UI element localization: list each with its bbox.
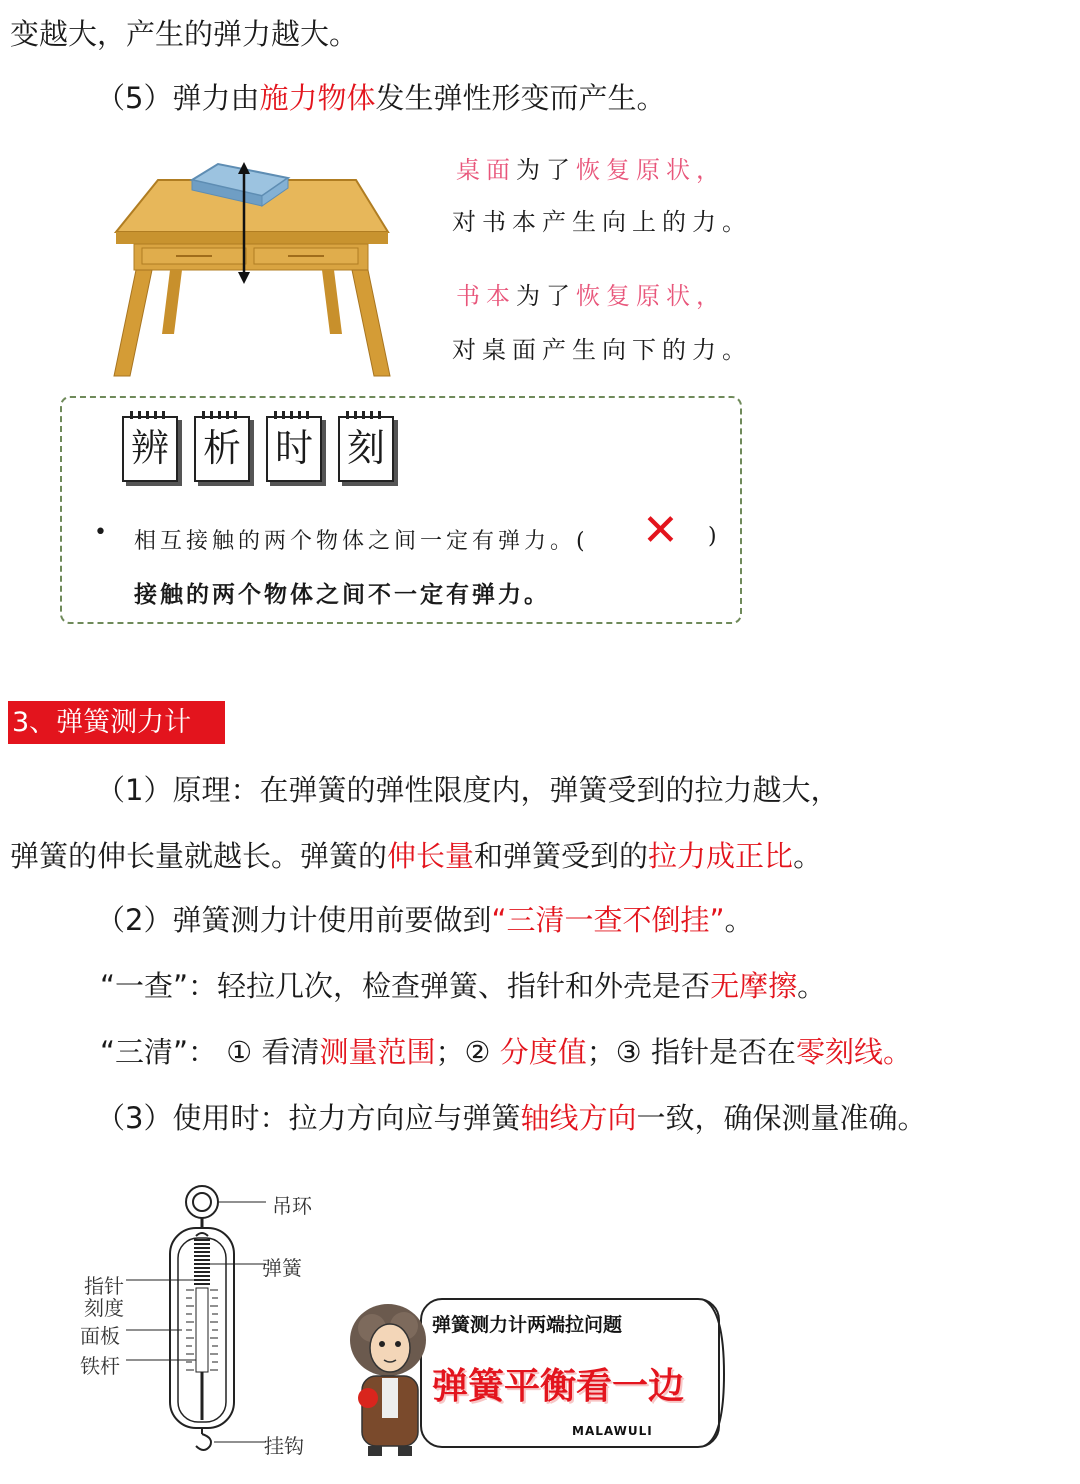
point-5-prefix: （5）弹力由	[96, 81, 260, 115]
table-illustration	[108, 158, 398, 380]
tile-1	[122, 416, 178, 482]
three-clear-zero: 零刻线。	[795, 1035, 912, 1069]
one-check-end: 。	[797, 969, 827, 1003]
pre-use-line	[96, 900, 754, 940]
tile-2	[194, 416, 250, 482]
pre-use-text: （2）弹簧测力计使用前要做到	[96, 903, 492, 937]
principle-line-1: （1）原理：在弹簧的弹性限度内，弹簧受到的拉力越大，	[96, 773, 840, 807]
label-pointer: 指针	[84, 1274, 124, 1298]
three-clear-line	[100, 1032, 912, 1072]
principle-text-c: 。	[793, 839, 823, 873]
principle-text-b: 和弹簧受到的	[474, 839, 649, 873]
tile-2-char: 析	[202, 426, 241, 470]
scientist-cartoon-icon	[342, 1300, 438, 1458]
intro-line: 变越大，产生的弹力越大。	[10, 17, 359, 51]
principle-text-a: 弹簧的伸长量就越长。弹簧的	[10, 839, 388, 873]
bullet: •	[94, 520, 107, 545]
wrong-mark-icon: ✕	[642, 505, 679, 556]
analysis-box	[60, 396, 742, 624]
three-clear-range: 测量范围	[319, 1035, 436, 1069]
tile-4	[338, 416, 394, 482]
one-check-line	[100, 966, 826, 1006]
annotation-a-subject: 桌面	[456, 156, 516, 184]
point-5-suffix: 发生弹性形变而产生。	[375, 81, 666, 115]
tile-4-char: 刻	[346, 426, 385, 470]
three-clear-text-b: ；②	[435, 1035, 500, 1069]
usage-text-a: （3）使用时：拉力方向应与弹簧	[96, 1101, 521, 1135]
label-spring: 弹簧	[262, 1256, 302, 1280]
label-rod: 铁杆	[80, 1354, 120, 1378]
banner-brand: MALAWULI	[572, 1424, 653, 1438]
analysis-statement: 相互接触的两个物体之间一定有弹力。(	[134, 529, 589, 554]
label-panel: 面板	[80, 1324, 120, 1348]
analysis-correction: 接触的两个物体之间不一定有弹力。	[134, 581, 550, 608]
one-check-highlight: 无摩擦	[710, 969, 798, 1003]
point-5-highlight: 施力物体	[259, 81, 376, 115]
annotation-a-reason: 恢复原状，	[576, 156, 726, 184]
three-clear-text-c: ；③ 指针是否在	[586, 1035, 796, 1069]
banner-top-text: 弹簧测力计两端拉问题	[432, 1314, 623, 1336]
tile-1-char: 辨	[130, 426, 169, 470]
analysis-close-paren: )	[708, 524, 723, 549]
annotation-b-subject: 书本	[456, 282, 516, 310]
annotation-a-line2: 对书本产生向上的力。	[452, 208, 752, 236]
principle-highlight-proportional: 拉力成正比	[648, 839, 794, 873]
spring-scale-diagram	[126, 1184, 276, 1454]
annotation-b-mid: 为了	[516, 282, 576, 310]
three-clear-division: 分度值	[499, 1035, 587, 1069]
label-scale: 刻度	[84, 1296, 124, 1320]
label-hook: 挂钩	[264, 1434, 304, 1458]
annotation-b-reason: 恢复原状，	[576, 282, 726, 310]
annotation-b-line1	[456, 276, 726, 311]
principle-highlight-elongation: 伸长量	[387, 839, 475, 873]
banner-main-text: 弹簧平衡看一边	[432, 1366, 685, 1407]
tile-3-char: 时	[274, 426, 313, 470]
principle-line-2	[10, 836, 822, 876]
point-5	[96, 78, 665, 118]
banner-bracket-icon	[700, 1296, 730, 1450]
tile-3	[266, 416, 322, 482]
annotation-a-mid: 为了	[516, 156, 576, 184]
pre-use-highlight: “三清一查不倒挂”	[491, 903, 725, 937]
usage-text-b: 一致，确保测量准确。	[636, 1101, 927, 1135]
label-ring: 吊环	[272, 1194, 312, 1218]
three-clear-text-a: “三清”： ① 看清	[100, 1035, 320, 1069]
section-title: 3、弹簧测力计	[8, 701, 225, 744]
usage-highlight: 轴线方向	[520, 1101, 637, 1135]
usage-line	[96, 1098, 926, 1138]
one-check-text: “一查”：轻拉几次，检查弹簧、指针和外壳是否	[100, 969, 711, 1003]
annotation-b-line2: 对桌面产生向下的力。	[452, 336, 752, 364]
pre-use-end: 。	[724, 903, 754, 937]
tip-banner	[420, 1298, 720, 1448]
annotation-a-line1	[456, 150, 726, 185]
